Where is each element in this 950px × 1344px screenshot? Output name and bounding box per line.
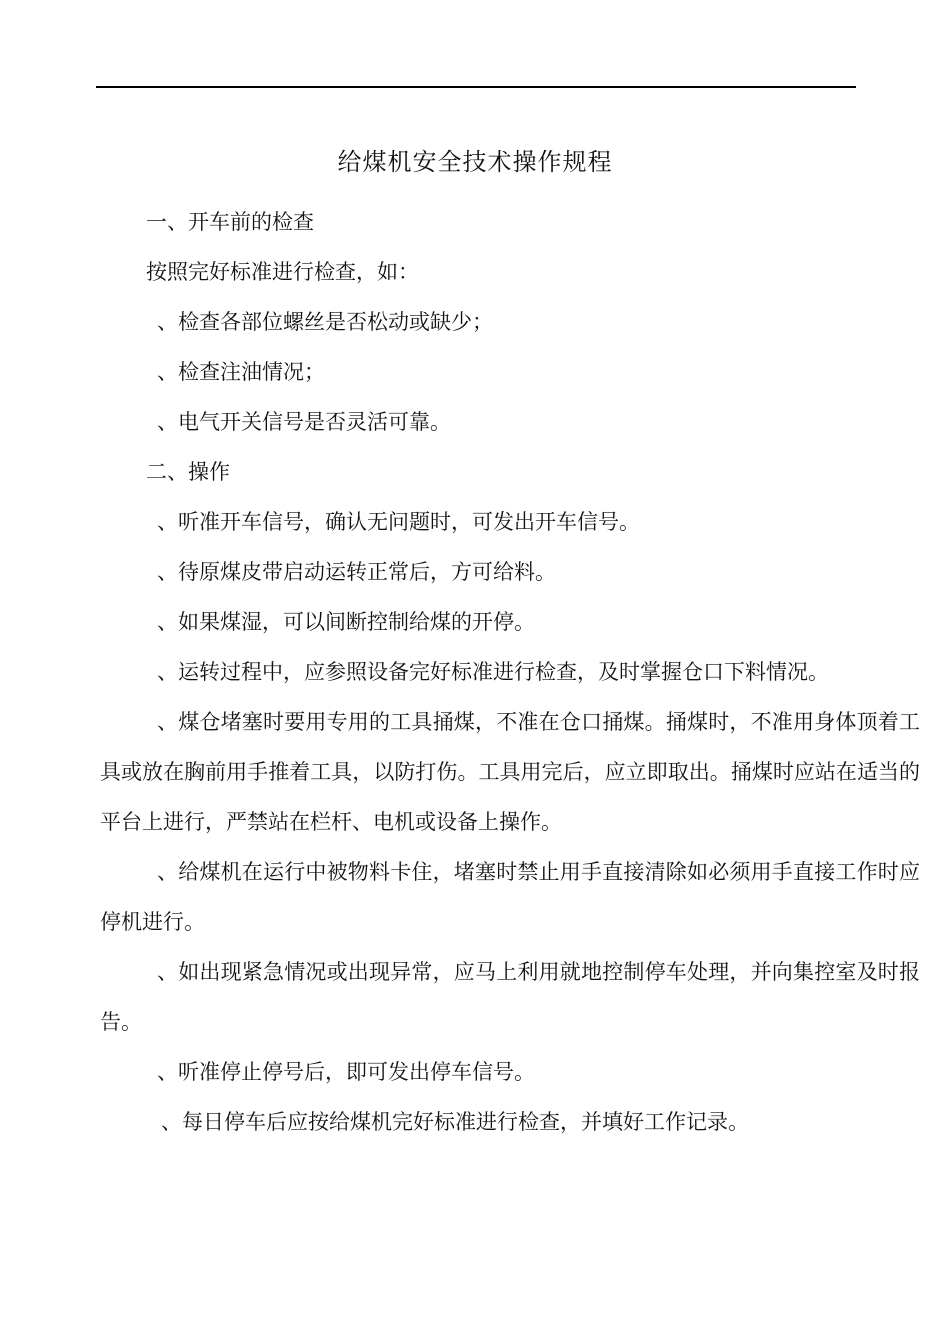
list-item: 、检查各部位螺丝是否松动或缺少； <box>157 310 493 334</box>
list-item: 、听准开车信号，确认无问题时，可发出开车信号。 <box>157 510 640 534</box>
document-title: 给煤机安全技术操作规程 <box>337 148 613 176</box>
list-item: 、如果煤湿，可以间断控制给煤的开停。 <box>157 610 535 634</box>
section-intro: 按照完好标准进行检查，如： <box>146 260 419 284</box>
list-item: 、待原煤皮带启动运转正常后，方可给料。 <box>157 560 556 584</box>
list-item: 、听准停止停号后，即可发出停车信号。 <box>157 1060 535 1084</box>
section-heading-inspection: 一、开车前的检查 <box>146 210 314 234</box>
list-item: 、每日停车后应按给煤机完好标准进行检查，并填好工作记录。 <box>161 1110 749 1134</box>
header-rule <box>96 86 856 88</box>
list-item-paragraph: 、煤仓堵塞时要用专用的工具捅煤，不准在仓口捅煤。捅煤时，不准用身体顶着工具或放在胸前用手推着工具，以防打伤。工具用完后，应立即取出。捅煤时应站在适当的平台上进行，严禁站在栏杆、电机或设备上操作。 <box>100 710 920 834</box>
section-heading-operation: 二、操作 <box>146 460 230 484</box>
list-item: 、电气开关信号是否灵活可靠。 <box>157 410 451 434</box>
list-item-paragraph: 、给煤机在运行中被物料卡住，堵塞时禁止用手直接清除如必须用手直接工作时应停机进行。 <box>100 860 920 934</box>
list-item: 、检查注油情况； <box>157 360 325 384</box>
list-item-paragraph: 、如出现紧急情况或出现异常，应马上利用就地控制停车处理，并向集控室及时报告。 <box>100 960 920 1034</box>
list-item: 、运转过程中，应参照设备完好标准进行检查，及时掌握仓口下料情况。 <box>157 660 829 684</box>
